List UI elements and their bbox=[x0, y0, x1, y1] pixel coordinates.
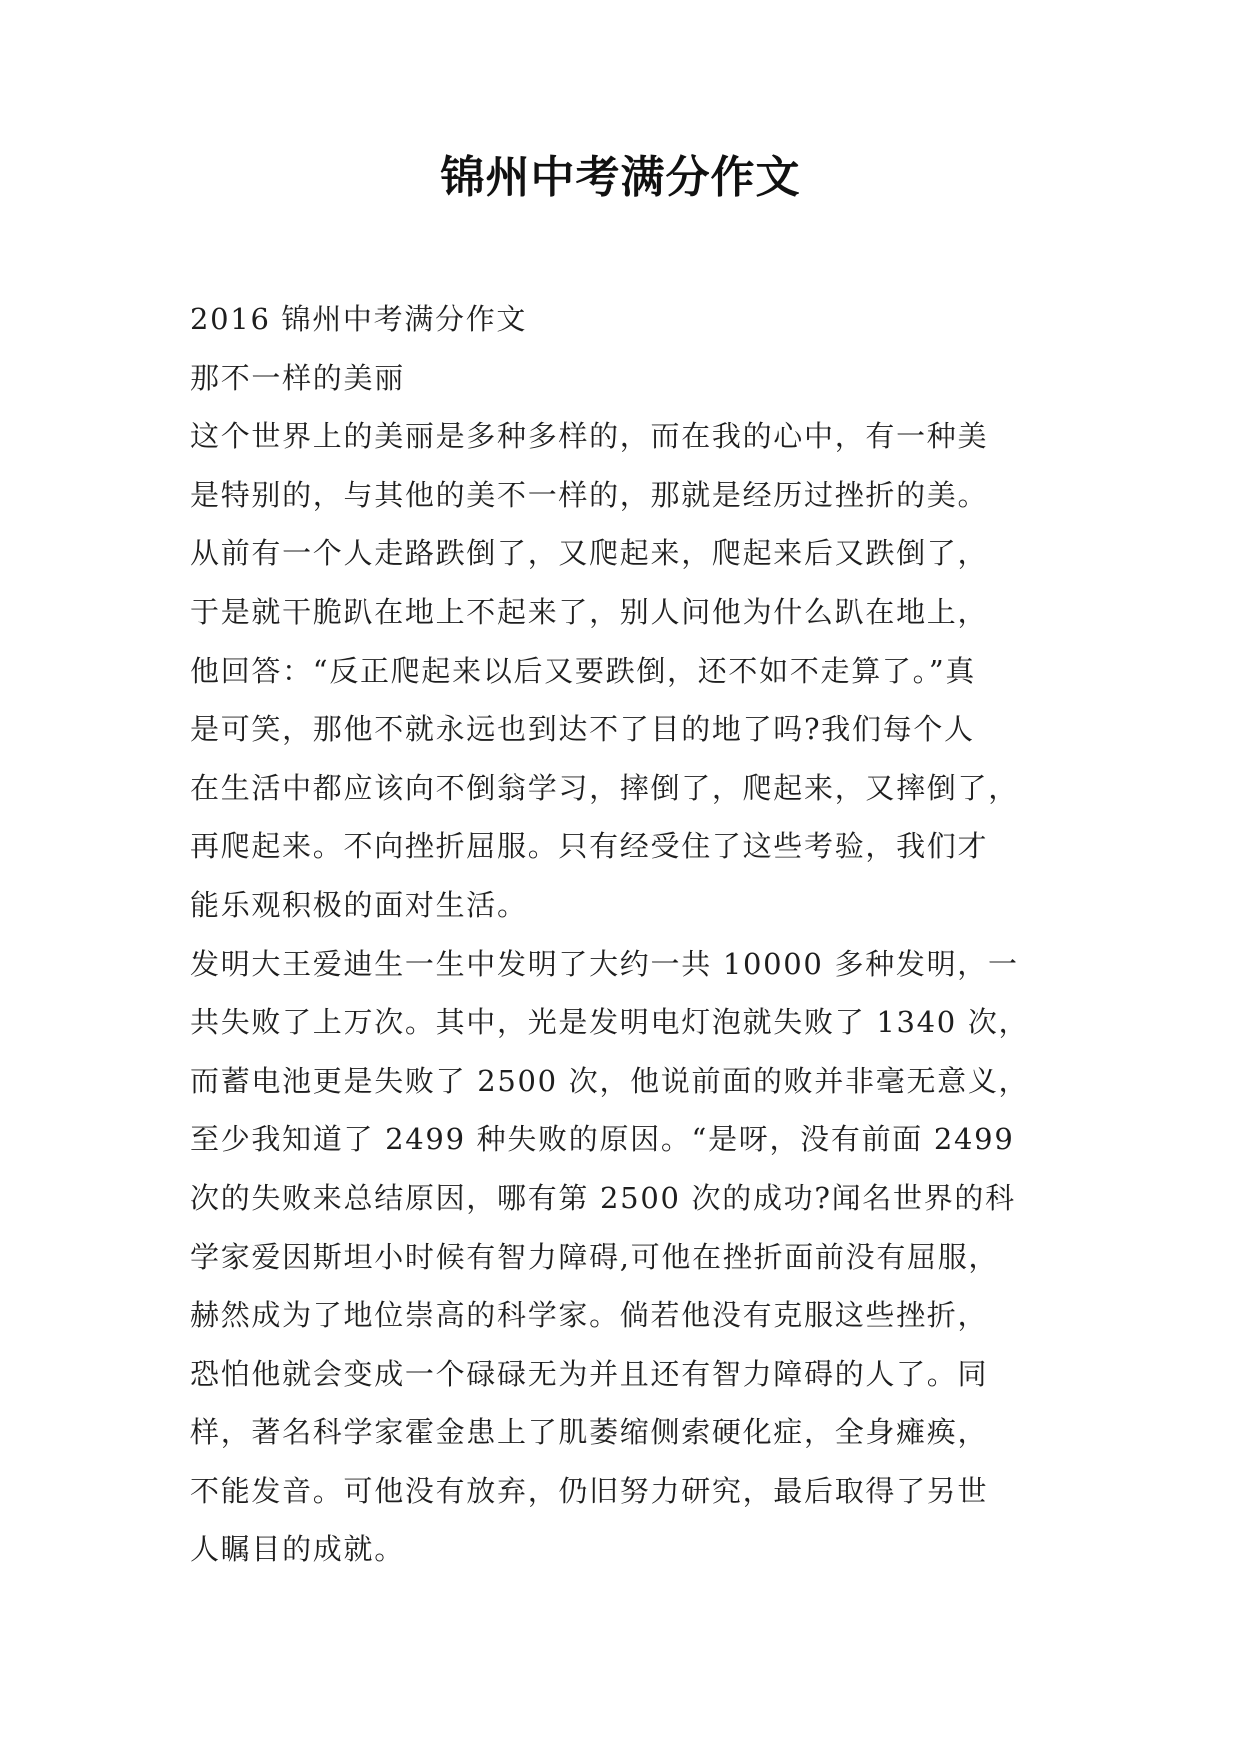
paragraph-line: 是特别的，与其他的美不一样的，那就是经历过挫折的美。 bbox=[190, 477, 989, 512]
essay-title-line: 那不一样的美丽 bbox=[190, 360, 405, 395]
paragraph-line: 不能发音。可他没有放弃，仍旧努力研究，最后取得了另世 bbox=[190, 1473, 989, 1508]
paragraph-line: 次的失败来总结原因，哪有第 2500 次的成功?闻名世界的科 bbox=[190, 1180, 1016, 1215]
paragraph-line: 这个世界上的美丽是多种多样的，而在我的心中，有一种美 bbox=[190, 419, 989, 454]
paragraph-line: 在生活中都应该向不倒翁学习，摔倒了，爬起来，又摔倒了， bbox=[190, 770, 1019, 805]
paragraph-line: 而蓄电池更是失败了 2500 次，他说前面的败并非毫无意义， bbox=[190, 1063, 1030, 1098]
paragraph-line: 能乐观积极的面对生活。 bbox=[190, 887, 528, 922]
paragraph-line: 再爬起来。不向挫折屈服。只有经受住了这些考验，我们才 bbox=[190, 829, 989, 864]
paragraph-line: 是可笑，那他不就永远也到达不了目的地了吗?我们每个人 bbox=[190, 712, 975, 747]
paragraph-line: 于是就干脆趴在地上不起来了，别人问他为什么趴在地上， bbox=[190, 594, 989, 629]
paragraph-line: 发明大王爱迪生一生中发明了大约一共 10000 多种发明，一 bbox=[190, 946, 1019, 981]
paragraph-line: 从前有一个人走路跌倒了，又爬起来，爬起来后又跌倒了， bbox=[190, 536, 989, 571]
paragraph-line: 学家爱因斯坦小时候有智力障碍,可他在挫折面前没有屈服， bbox=[190, 1239, 1000, 1274]
paragraph-line: 恐怕他就会变成一个碌碌无为并且还有智力障碍的人了。同 bbox=[190, 1356, 989, 1391]
paragraph-line: 至少我知道了 2499 种失败的原因。“是呀，没有前面 2499 bbox=[190, 1122, 1015, 1157]
paragraph-line: 样，著名科学家霍金患上了肌萎缩侧索硬化症，全身瘫痪， bbox=[190, 1415, 989, 1450]
paragraph-line: 人瞩目的成就。 bbox=[190, 1532, 405, 1567]
paragraph-line: 赫然成为了地位崇高的科学家。倘若他没有克服这些挫折， bbox=[190, 1298, 989, 1333]
paragraph-line: 共失败了上万次。其中，光是发明电灯泡就失败了 1340 次， bbox=[190, 1005, 1030, 1040]
subtitle-year-line: 2016 锦州中考满分作文 bbox=[190, 302, 528, 336]
document-body bbox=[190, 290, 1070, 1579]
paragraph-line: 他回答：“反正爬起来以后又要跌倒，还不如不走算了。”真 bbox=[190, 653, 977, 688]
document-title: 锦州中考满分作文 bbox=[440, 152, 801, 203]
